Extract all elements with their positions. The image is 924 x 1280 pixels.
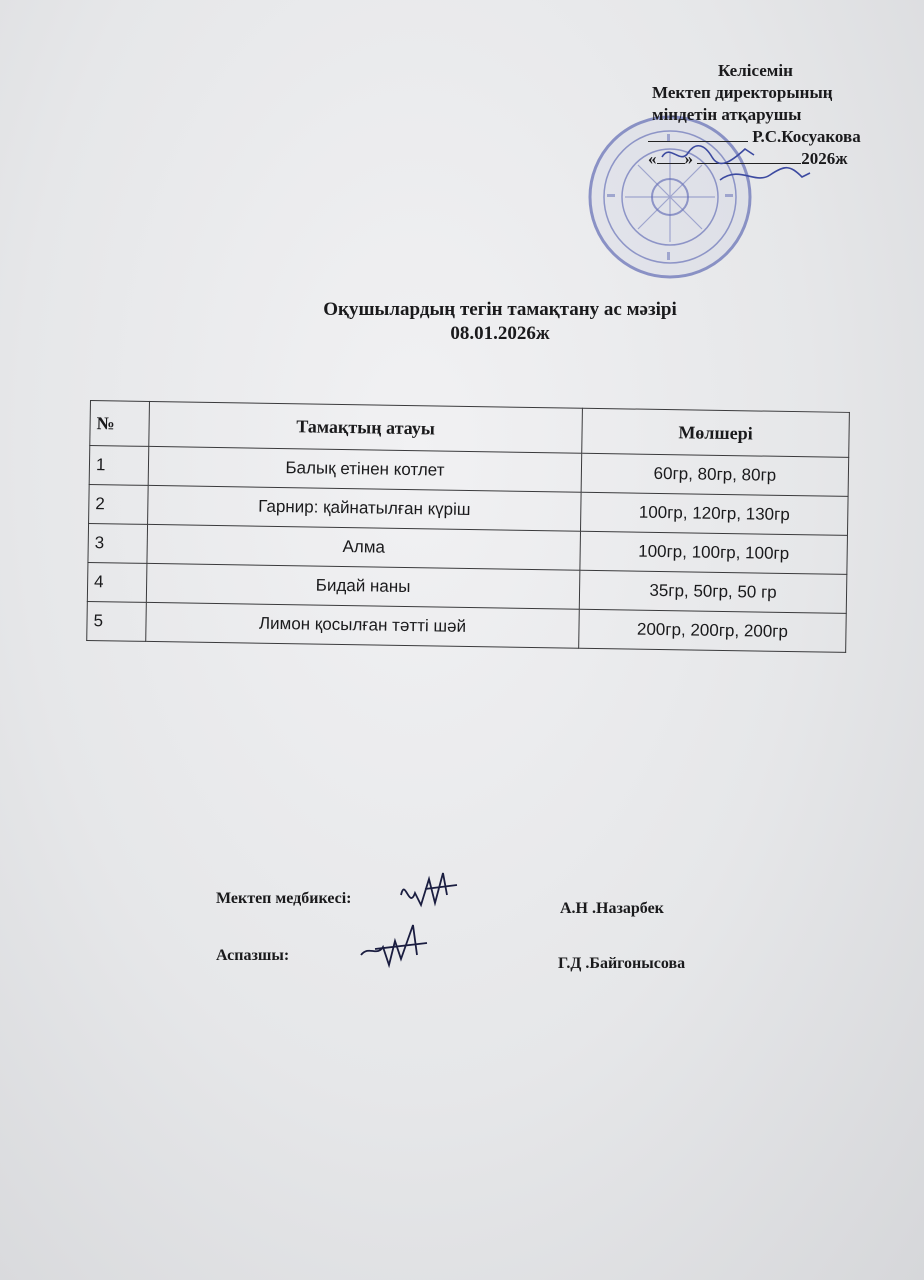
- approval-year: 2026ж: [801, 149, 848, 168]
- row-amount: 100гр, 120гр, 130гр: [580, 492, 848, 535]
- header-dish-name: Тамақтың атауы: [149, 401, 583, 453]
- director-handwriting: [650, 135, 870, 190]
- cook-name: Г.Д .Байгонысова: [558, 955, 686, 972]
- row-number: 5: [87, 601, 147, 641]
- cook-label: Аспазшы:: [216, 947, 290, 964]
- menu-title: Оқушылардың тегін тамақтану ас мәзірі: [323, 299, 677, 320]
- row-number: 4: [87, 562, 147, 602]
- menu-table: [86, 400, 850, 653]
- row-number: 2: [89, 484, 149, 524]
- row-amount: 200гр, 200гр, 200гр: [579, 609, 847, 652]
- row-number: 1: [89, 446, 149, 486]
- director-name: Р.С.Косуакова: [752, 127, 861, 146]
- date-close-quote: »: [684, 149, 693, 168]
- row-dish: Лимон қосылған тәтті шәй: [146, 602, 580, 648]
- header-amount: Мөлшері: [582, 408, 850, 457]
- row-amount: 60гр, 80гр, 80гр: [581, 453, 849, 496]
- menu-date: 08.01.2026ж: [450, 323, 550, 344]
- row-dish: Бидай наны: [146, 563, 580, 609]
- approval-position: Мектеп директорының: [652, 83, 833, 102]
- row-dish: Балық етінен котлет: [148, 446, 582, 492]
- approval-acting: міндетін атқарушы: [652, 105, 802, 124]
- row-dish: Гарнир: қайнатылған күріш: [148, 485, 582, 531]
- row-amount: 35гр, 50гр, 50 гр: [579, 570, 847, 613]
- document-title: [240, 298, 760, 346]
- nurse-name: А.Н .Назарбек: [560, 900, 664, 917]
- nurse-label: Мектеп медбикесі:: [216, 890, 352, 907]
- nurse-signature: [395, 865, 465, 920]
- row-number: 3: [88, 523, 148, 563]
- approval-heading: Келісемін: [718, 61, 793, 80]
- row-amount: 100гр, 100гр, 100гр: [580, 531, 848, 574]
- date-open-quote: «: [648, 149, 657, 168]
- cook-signature: [355, 915, 440, 975]
- row-dish: Алма: [147, 524, 581, 570]
- header-number: №: [90, 401, 150, 447]
